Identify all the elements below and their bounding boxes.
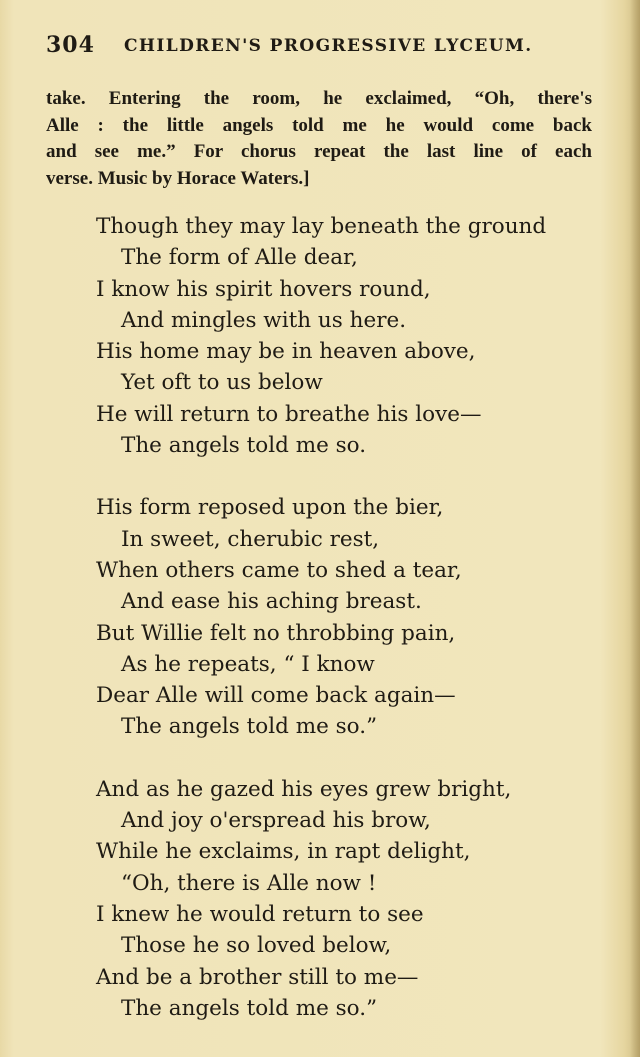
poem <box>96 211 616 1055</box>
poem-line: As he repeats, “ I know <box>121 651 375 677</box>
stanza-1 <box>96 211 616 461</box>
page-header <box>46 32 606 62</box>
poem-line: He will return to breathe his love— <box>96 401 482 427</box>
stanza-3 <box>96 774 616 1024</box>
poem-line: His home may be in heaven above, <box>96 339 476 365</box>
intro-line: Alle : the little angels told me he would come back <box>46 114 592 136</box>
poem-line: And be a brother still to me— <box>96 964 419 990</box>
poem-line: In sweet, cherubic rest, <box>121 526 380 552</box>
poem-line: While he exclaims, in rapt delight, <box>96 839 471 865</box>
poem-line: I know his spirit hovers round, <box>96 276 431 302</box>
poem-line: And ease his aching breast. <box>121 589 422 615</box>
poem-line: Those he so loved below, <box>121 933 392 959</box>
poem-line: But Willie felt no throbbing pain, <box>96 620 456 646</box>
poem-line: Dear Alle will come back again— <box>96 683 456 709</box>
poem-line: “Oh, there is Alle now ! <box>121 870 377 896</box>
intro-line: verse. Music by Horace Waters.] <box>46 167 310 189</box>
poem-line: I knew he would return to see <box>96 901 424 927</box>
poem-line: When others came to shed a tear, <box>96 557 462 583</box>
poem-line: The form of Alle dear, <box>121 245 358 271</box>
poem-line: Yet oft to us below <box>121 370 323 396</box>
poem-line: His form reposed upon the bier, <box>96 495 444 521</box>
intro-line: and see me.” For chorus repeat the last line of each <box>46 141 592 162</box>
intro-paragraph <box>46 86 592 192</box>
poem-line: The angels told me so. <box>121 433 367 459</box>
poem-line: The angels told me so.” <box>121 714 378 740</box>
poem-line: And mingles with us here. <box>121 307 407 333</box>
running-title: CHILDREN'S PROGRESSIVE LYCEUM. <box>124 36 533 56</box>
poem-line: And as he gazed his eyes grew bright, <box>96 776 512 802</box>
poem-line: The angels told me so.” <box>121 995 378 1021</box>
page-edge-shadow <box>630 0 640 1057</box>
stanza-2 <box>96 492 616 742</box>
page-number: 304 <box>46 32 95 58</box>
intro-line: take. Entering the room, he exclaimed, “Oh, there's <box>46 88 592 109</box>
poem-line: And joy o'erspread his brow, <box>121 808 431 834</box>
poem-line: Though they may lay beneath the ground <box>96 214 547 239</box>
